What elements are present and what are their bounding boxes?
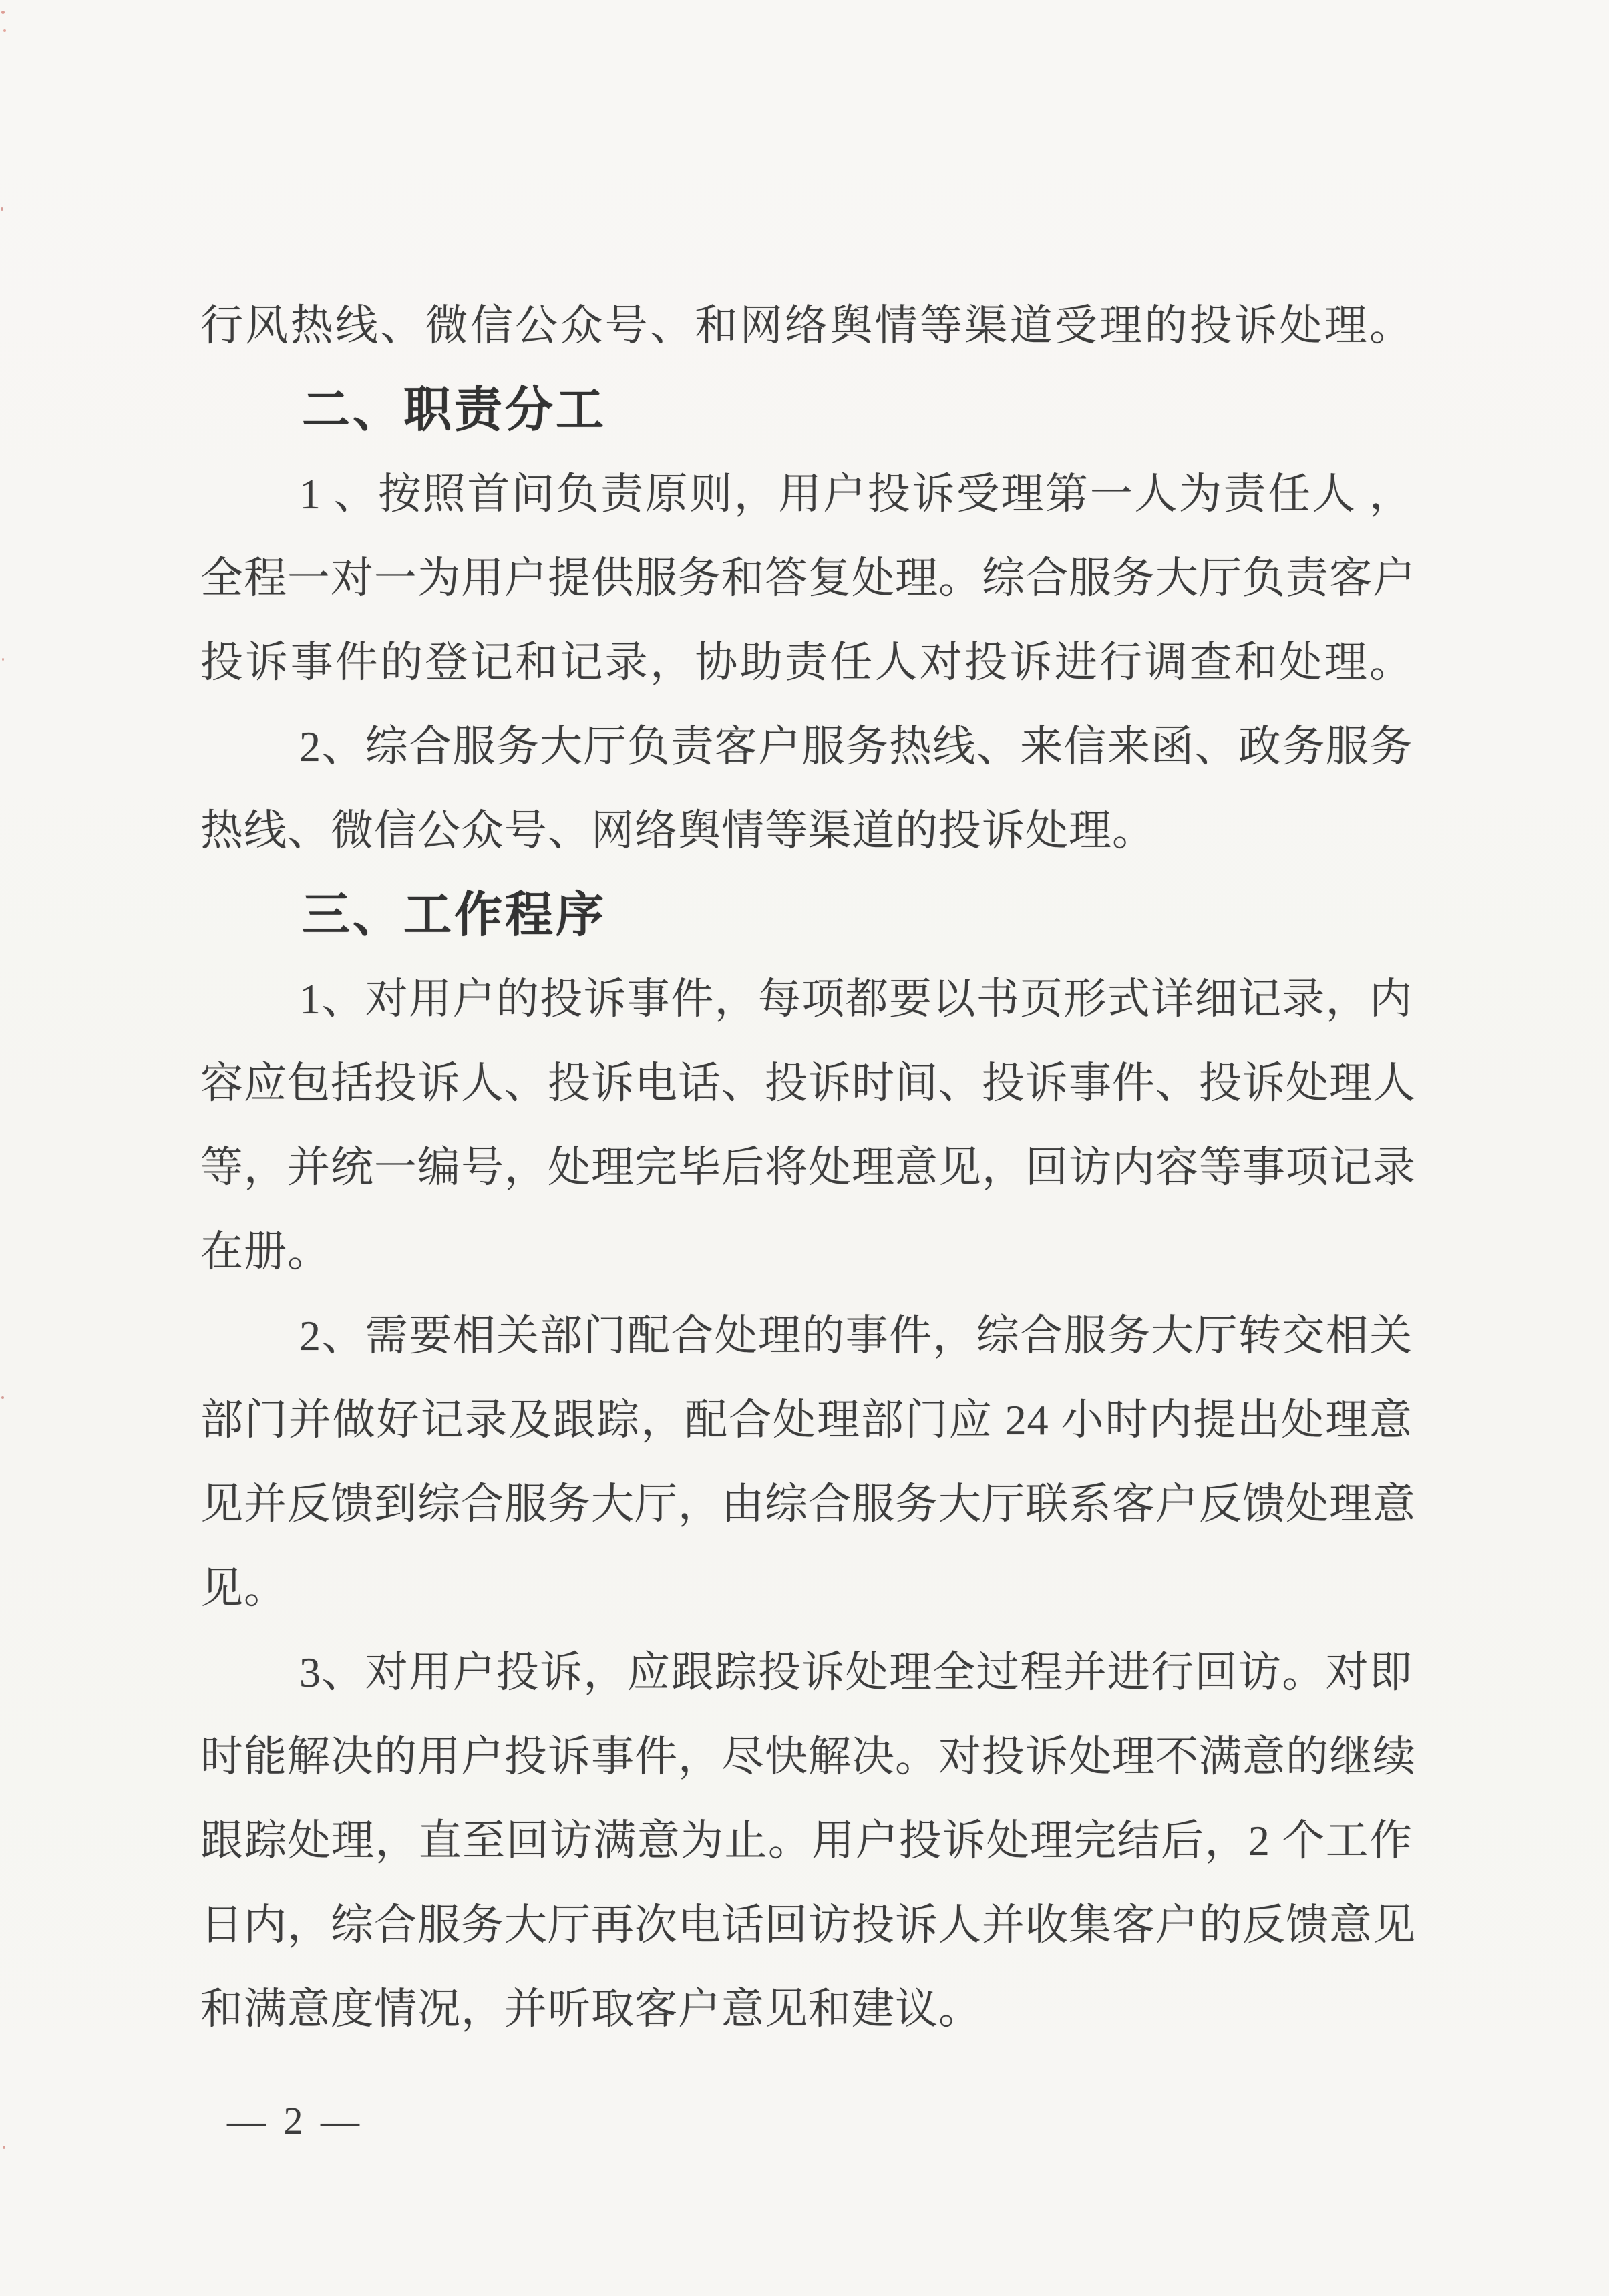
paragraph-first-line: 3、对用户投诉，应跟踪投诉处理全过程并进行回访。对即 [299, 1649, 1413, 1696]
text-line-continuation: 见并反馈到综合服务大厅，由综合服务大厅联系客户反馈处理意 [200, 1480, 1416, 1528]
scan-noise-speck [2, 658, 4, 661]
paragraph-last-line: 热线、微信公众号、网络舆情等渠道的投诉处理。 [200, 807, 1155, 854]
paragraph-first-line: 2、综合服务大厅负责客户服务热线、来信来函、政务服务 [299, 723, 1413, 770]
document-text-block [200, 284, 1416, 2052]
scan-noise-speck [1, 207, 3, 211]
text-line-continuation: 容应包括投诉人、投诉电话、投诉时间、投诉事件、投诉处理人 [200, 1059, 1416, 1107]
text-line-continuation: 时能解决的用户投诉事件，尽快解决。对投诉处理不满意的继续 [200, 1733, 1416, 1780]
text-line-continuation: 等，并统一编号，处理完毕后将处理意见，回访内容等事项记录 [200, 1144, 1416, 1191]
paragraph-last-line: 见。 [200, 1565, 287, 1612]
paragraph-first-line: 1 、按照首问负责原则，用户投诉受理第一人为责任人 ， [299, 470, 1413, 518]
text-line-continuation: 日内，综合服务大厅再次电话回访投诉人并收集客户的反馈意见 [200, 1901, 1416, 1949]
text-line-continuation: 部门并做好记录及跟踪，配合处理部门应 24 小时内提出处理意 [200, 1396, 1413, 1444]
text-line-continuation: 行风热线、微信公众号、和网络舆情等渠道受理的投诉处理。 [200, 302, 1413, 349]
scan-noise-speck [3, 29, 6, 32]
paragraph-first-line: 2、需要相关部门配合处理的事件，综合服务大厅转交相关 [299, 1312, 1413, 1359]
section-heading-duties: 二、职责分工 [302, 383, 607, 437]
section-heading-procedure: 三、工作程序 [302, 888, 607, 942]
paragraph-first-line: 1、对用户的投诉事件，每项都要以书页形式详细记录，内 [299, 975, 1413, 1023]
page-number: — 2 — [227, 2099, 363, 2142]
paragraph-last-line: 在册。 [200, 1228, 331, 1275]
scan-noise-speck [3, 2146, 5, 2149]
scan-noise-speck [1, 1396, 4, 1399]
text-line-continuation: 跟踪处理，直至回访满意为止。用户投诉处理完结后，2 个工作 [200, 1817, 1413, 1864]
paragraph-last-line: 和满意度情况，并听取客户意见和建议。 [200, 1985, 982, 2033]
text-line-continuation: 投诉事件的登记和记录，协助责任人对投诉进行调查和处理。 [200, 639, 1413, 686]
text-line-continuation: 全程一对一为用户提供服务和答复处理。综合服务大厅负责客户 [200, 554, 1416, 602]
scan-noise-speck [1, 11, 5, 14]
